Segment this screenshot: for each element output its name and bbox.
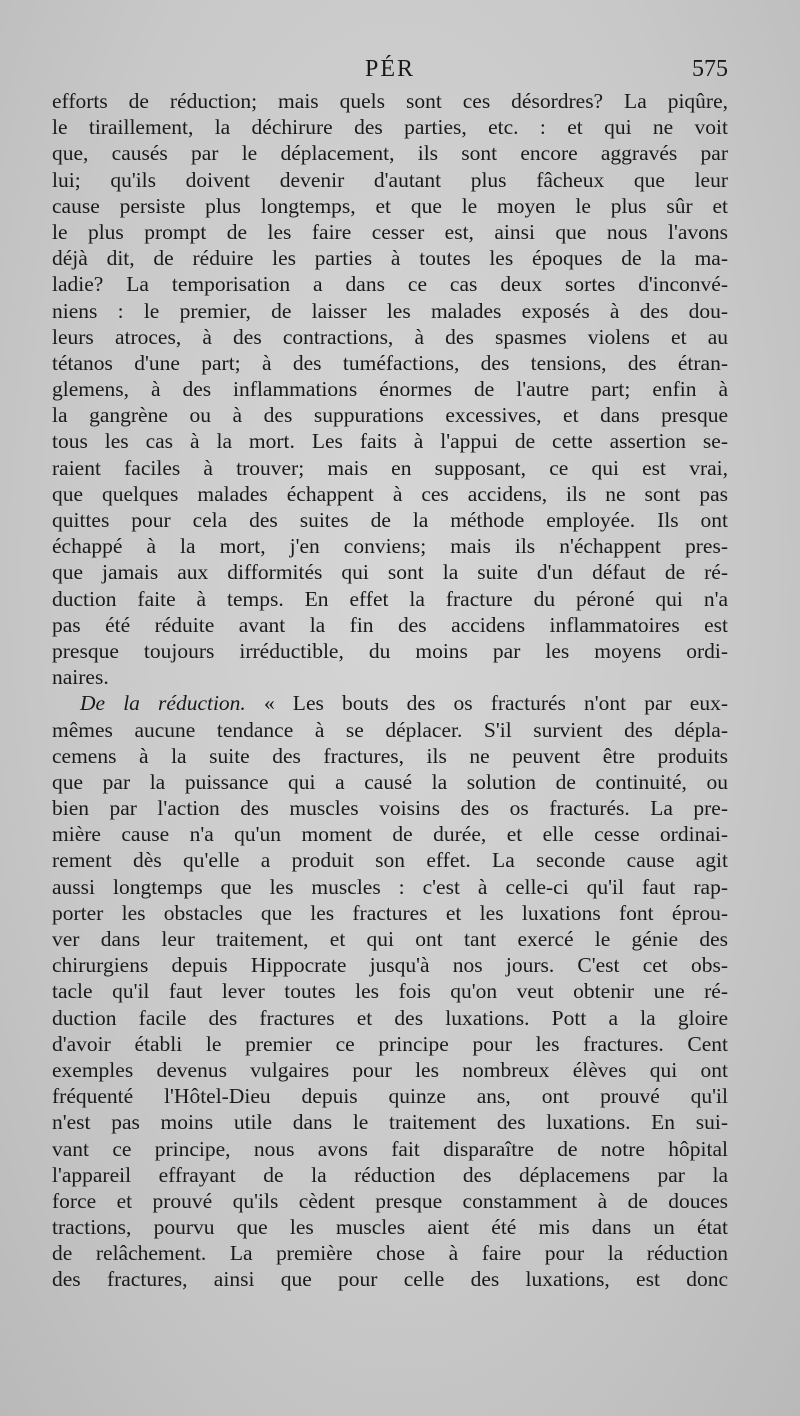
text-line: lui; qu'ils doivent devenir d'autant plus fâcheux que leur bbox=[52, 167, 728, 192]
section-first-line bbox=[52, 690, 728, 716]
text-line: tétanos d'une part; à des tuméfactions, des tensions, des étran- bbox=[52, 350, 728, 375]
text-line: aussi longtemps que les muscles : c'est à celle-ci qu'il faut rap- bbox=[52, 874, 728, 899]
text-line: chirurgiens depuis Hippocrate jusqu'à nos jours. C'est cet obs- bbox=[52, 953, 728, 978]
text-line: que, causés par le déplacement, ils sont encore aggravés par bbox=[52, 141, 728, 166]
text-line: que par la puissance qui a causé la solution de continuité, ou bbox=[52, 769, 728, 794]
text-line: le plus prompt de les faire cesser est, ainsi que nous l'avons bbox=[52, 219, 728, 244]
text-line: le tiraillement, la déchirure des parties, etc. : et qui ne voit bbox=[52, 115, 728, 140]
page-header bbox=[52, 56, 728, 90]
text-line: que quelques malades échappent à ces accidens, ils ne sont pas bbox=[52, 481, 728, 506]
text-line: presque toujours irréductible, du moins par les moyens ordi- bbox=[52, 638, 728, 663]
text-line: porter les obstacles que les fractures et les luxations font éprou- bbox=[52, 900, 728, 925]
text-line: cause persiste plus longtemps, et que le moyen le plus sûr et bbox=[52, 193, 728, 218]
text-line: force et prouvé qu'ils cèdent presque constamment à de douces bbox=[52, 1188, 728, 1213]
text-line: la gangrène ou à des suppurations excessives, et dans presque bbox=[52, 403, 728, 428]
text-line: cemens à la suite des fractures, ils ne peuvent être produits bbox=[52, 743, 728, 768]
running-head: PÉR bbox=[364, 56, 415, 82]
text-line: duction facile des fractures et des luxations. Pott a la gloire bbox=[52, 1005, 728, 1030]
text-line: tous les cas à la mort. Les faits à l'appui de cette assertion se- bbox=[52, 429, 728, 454]
text-line: n'est pas moins utile dans le traitement des luxations. En sui- bbox=[52, 1110, 728, 1135]
text-line: ver dans leur traitement, et qui ont tant exercé le génie des bbox=[52, 927, 728, 951]
text-line: l'appareil effrayant de la réduction des déplacemens par la bbox=[52, 1162, 728, 1187]
text-line: mière cause n'a qu'un moment de durée, et elle cesse ordinai- bbox=[52, 822, 728, 847]
text-line: tacle qu'il faut lever toutes les fois qu'on veut obtenir une ré- bbox=[52, 979, 728, 1004]
text-line: exemples devenus vulgaires pour les nombreux élèves qui ont bbox=[52, 1057, 728, 1082]
body-text bbox=[52, 88, 728, 1293]
text-line: efforts de réduction; mais quels sont ces désordres? La piqûre, bbox=[52, 89, 728, 113]
text-line: vant ce principe, nous avons fait disparaître de notre hôpital bbox=[52, 1136, 728, 1161]
text-line: naires. bbox=[52, 665, 109, 690]
text-line: mêmes aucune tendance à se déplacer. S'il survient des dépla- bbox=[52, 717, 728, 742]
text-line: duction faite à temps. En effet la fracture du péroné qui n'a bbox=[52, 586, 728, 611]
text-line: de relâchement. La première chose à faire pour la réduction bbox=[52, 1241, 728, 1266]
text-line: déjà dit, de réduire les parties à toutes les époques de la ma- bbox=[52, 246, 728, 271]
text-line: raient faciles à trouver; mais en supposant, ce qui est vrai, bbox=[52, 455, 728, 480]
section-first-line-text: « Les bouts des os fracturés n'ont par eux- bbox=[263, 691, 728, 716]
text-line: que jamais aux difformités qui sont la suite d'un défaut de ré- bbox=[52, 560, 728, 585]
text-line: tractions, pourvu que les muscles aient été mis dans un état bbox=[52, 1215, 728, 1240]
text-line: niens : le premier, de laisser les malades exposés à des dou- bbox=[52, 298, 728, 323]
text-line: leurs atroces, à des contractions, à des spasmes violens et au bbox=[52, 324, 728, 349]
section-heading: De la réduction. bbox=[80, 691, 246, 716]
text-line: bien par l'action des muscles voisins des os fracturés. La pre- bbox=[52, 796, 728, 821]
text-line: pas été réduite avant la fin des accidens inflammatoires est bbox=[52, 612, 728, 637]
text-line: glemens, à des inflammations énormes de l'autre part; enfin à bbox=[52, 377, 728, 402]
text-line: d'avoir établi le premier ce principe pour les fractures. Cent bbox=[52, 1031, 728, 1056]
text-line: quittes pour cela des suites de la méthode employée. Ils ont bbox=[52, 508, 728, 532]
text-line: ladie? La temporisation a dans ce cas deux sortes d'inconvé- bbox=[52, 272, 728, 297]
text-line: des fractures, ainsi que pour celle des luxations, est donc bbox=[52, 1267, 728, 1292]
text-line: rement dès qu'elle a produit son effet. La seconde cause agit bbox=[52, 848, 728, 873]
page-number: 575 bbox=[692, 56, 728, 82]
text-line: fréquenté l'Hôtel-Dieu depuis quinze ans, ont prouvé qu'il bbox=[52, 1084, 728, 1109]
text-line: échappé à la mort, j'en conviens; mais ils n'échappent pres- bbox=[52, 534, 728, 559]
